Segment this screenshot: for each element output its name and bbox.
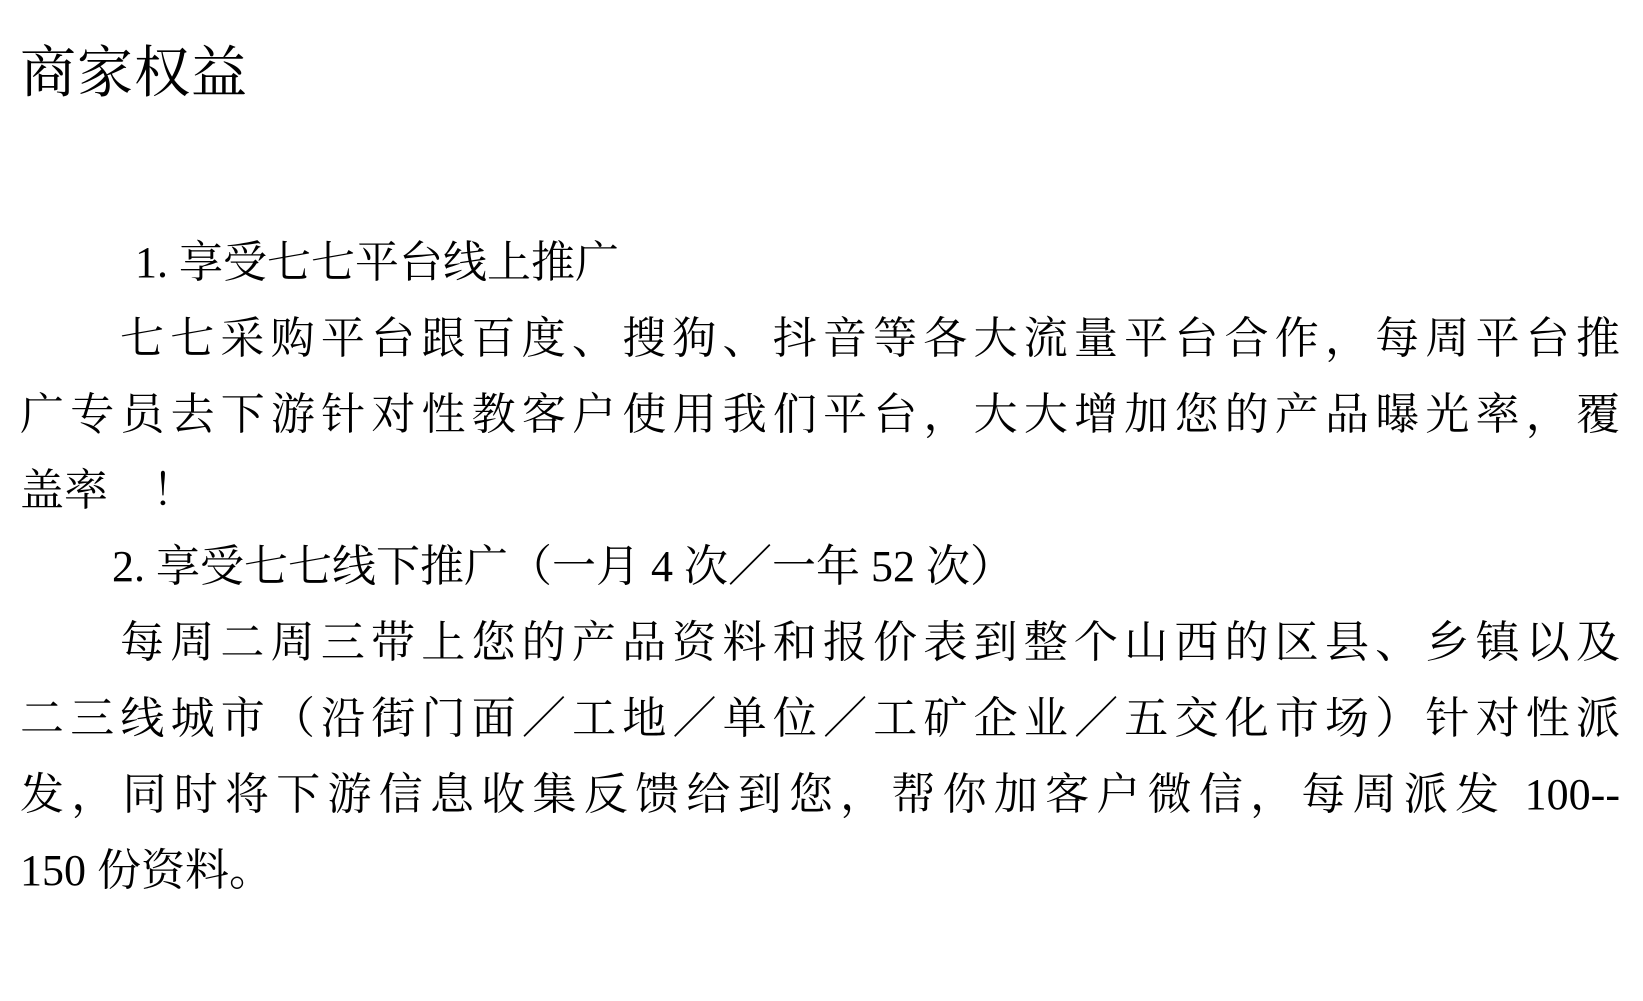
document-body	[20, 225, 1620, 909]
list-item-1-heading: 1. 享受七七平台线上推广	[135, 238, 619, 287]
paragraph-2-line-4: 150 份资料。	[20, 846, 273, 895]
paragraph-1-line-1: 七七采购平台跟百度、搜狗、抖音等各大流量平台合作，每周平台推	[120, 314, 1620, 363]
paragraph-1-line-2: 广专员去下游针对性教客户使用我们平台，大大增加您的产品曝光率，覆	[20, 390, 1620, 439]
paragraph-2-line-1: 每周二周三带上您的产品资料和报价表到整个山西的区县、乡镇以及	[120, 618, 1620, 667]
document-title: 商家权益	[20, 43, 248, 105]
paragraph-1-line-3: 盖率 ！	[20, 466, 196, 515]
paragraph-2-line-2: 二三线城市（沿街门面／工地／单位／工矿企业／五交化市场）针对性派	[20, 694, 1620, 743]
paragraph-2-line-3: 发，同时将下游信息收集反馈给到您，帮你加客户微信，每周派发 100--	[20, 770, 1620, 819]
list-item-2-heading: 2. 享受七七线下推广（一月 4 次／一年 52 次）	[112, 542, 1014, 591]
